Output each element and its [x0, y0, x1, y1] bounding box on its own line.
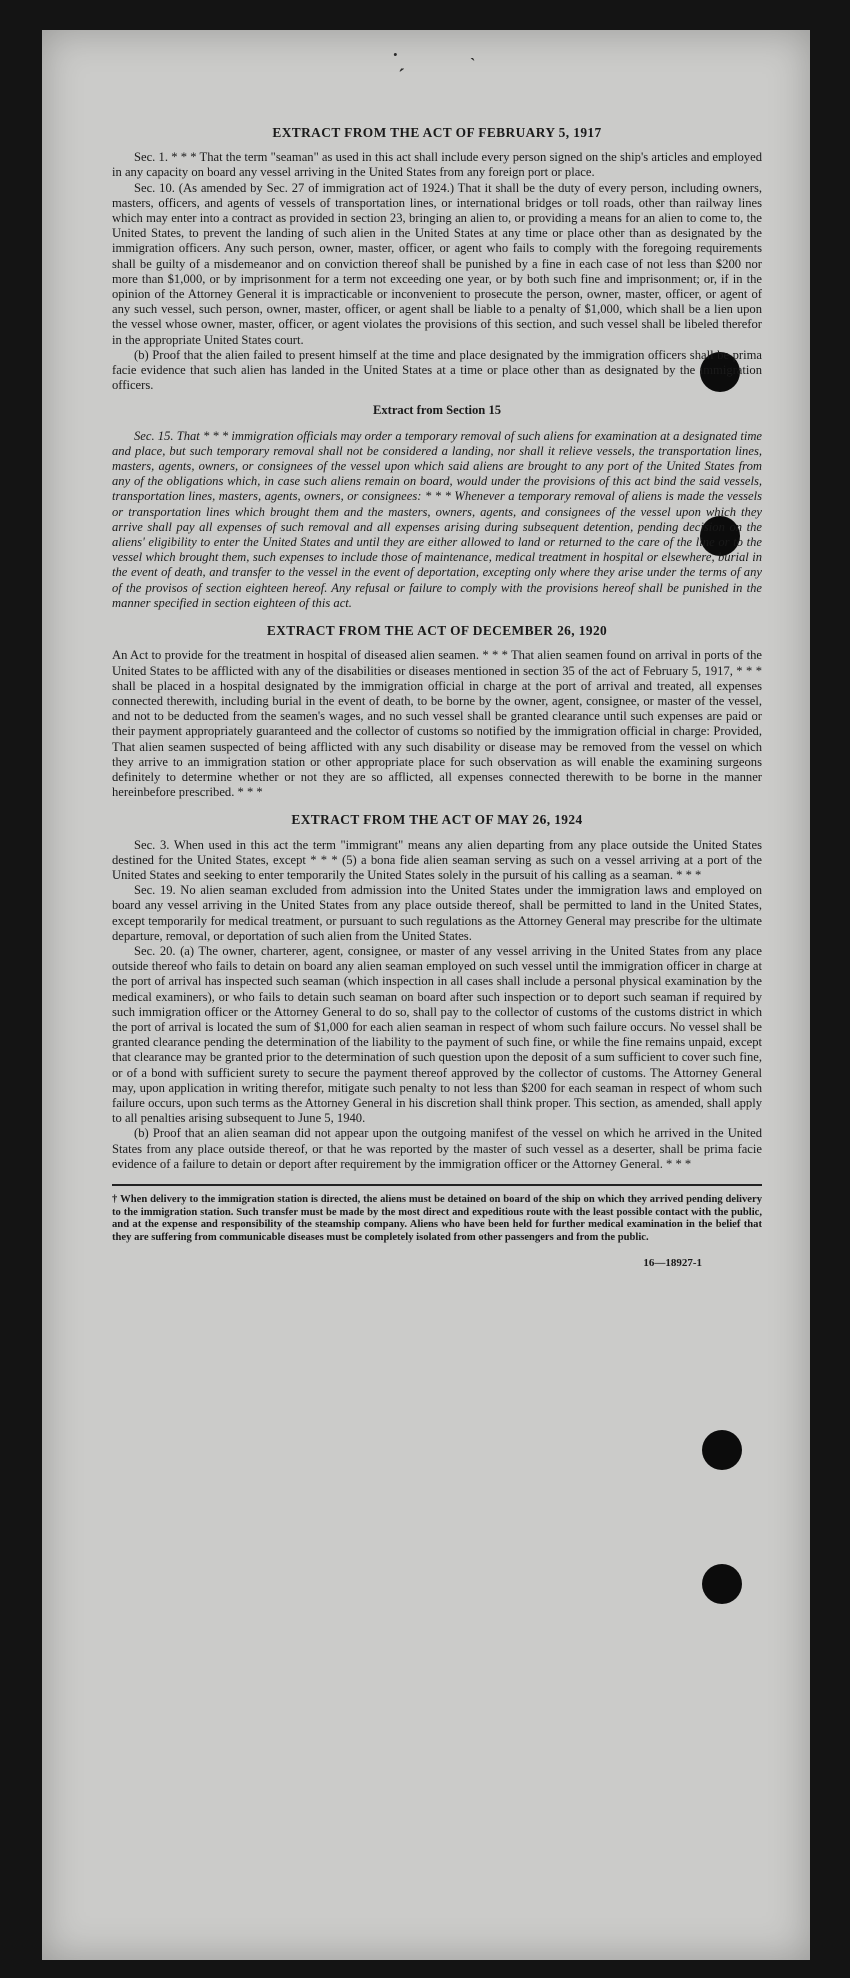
footnote: † When delivery to the immigration station is directed, the aliens must be detained on board of the ship on which they arrived pending delivery to the immigration station. Such transfer must be made by the most direct and expeditious route with the least possible contact with the public, and at the expense and responsibility of the steamship company. Aliens who have been held for further medical examination in the belief that they are suffering from communicable diseases must be completely isolated from other passengers and from the public. [112, 1184, 762, 1244]
paragraph-sec-1: Sec. 1. * * * That the term "seaman" as used in this act shall include every person signed on the ship's articles and employed in any capacity on board any vessel arriving in the United States from any foreign port or place. [112, 150, 762, 180]
paragraph-sec-20-a: Sec. 20. (a) The owner, charterer, agent, consignee, or master of any vessel arriving in the United States from any place outside thereof who fails to detain on board any alien seaman employed on such vessel until the immigration officer in charge at the port of arrival has inspected such seaman (which inspection in all cases shall include a personal physical examination by the medical examiners), or who fails to detain such seaman on board after such inspection or to deport such seaman if required by such immigration officer or the Attorney General to do so, shall pay to the collector of customs of the customs district in which the port of arrival is located the sum of $1,000 for each alien seaman in respect of whom such failure occurs. No vessel shall be granted clearance pending the determination of the liability to the payment of such fine, or while the fine remains unpaid, except that clearance may be granted prior to the determination of such question upon the deposit of a sum sufficient to cover such fine, or of a bond with sufficient surety to secure the payment thereof approved by the collector of customs. The Attorney General may, upon application in writing therefor, mitigate such penalty to not less than $200 for each seaman in respect of whom such failure occurs, upon such terms as the Attorney General in his discretion shall think proper. This section, as amended, shall apply to all penalties arising subsequent to June 5, 1940. [112, 943, 762, 1126]
subheading-section-15: Extract from Section 15 [372, 403, 502, 418]
paragraph-sec-10-b: (b) Proof that the alien failed to present himself at the time and place designated by the immigration officers shall be prima facie evidence that such alien has landed in the United States at a time or place other than as designated by the immigration officers. [112, 347, 762, 393]
punch-hole [702, 1430, 742, 1470]
paragraph-sec-19: Sec. 19. No alien seaman excluded from admission into the United States under the immigration laws and employed on board any vessel arriving in the United States from any place outside thereof, shall be permitted to land in the United States, except temporarily for medical treatment, or pursuant to such regulations as the Attorney General may prescribe for the ultimate departure, removal, or deportation of such alien from the United States. [112, 883, 762, 943]
section-heading-1917: EXTRACT FROM THE ACT OF FEBRUARY 5, 1917 [272, 125, 602, 140]
section-heading-1920: EXTRACT FROM THE ACT OF DECEMBER 26, 1920 [266, 623, 608, 639]
section-heading-1924: EXTRACT FROM THE ACT OF MAY 26, 1924 [291, 812, 583, 828]
punch-hole [702, 1564, 742, 1604]
paragraph-sec-3: Sec. 3. When used in this act the term "immigrant" means any alien departing from any place outside the United States destined for the United States, except * * * (5) a bona fide alien seaman serving as such on a vessel arriving at a port of the United States and seeking to enter temporarily the United States solely in the pursuit of his calling as a seaman. * * * [112, 837, 762, 882]
form-number: 16—18927-1 [643, 1257, 702, 1270]
paragraph-sec-15: Sec. 15. That * * * immigration officials may order a temporary removal of such aliens for examination at a designated time and place, but such temporary removal shall not be considered a landing, nor shall it relieve vessels, the transportation lines, masters, agents, owners, or consignees of the vessel upon which said aliens are brought to any port of the United States from any of the obligations which, in case such aliens remain on board, would under the provisions of this act bind the said vessels, transportation lines, masters, agents, owners, or consignees: * * * Whenever a temporary removal of aliens is made the vessels or transportation lines which brought them and the masters, owners, agents, and consignees of the vessel upon which they arrive shall pay all expenses of such removal and all expenses arising during subsequent detention, pending decision on the aliens' eligibility to enter the United States and until they are either allowed to land or returned to the care of the line or to the vessel which brought them, such expenses to include those of maintenance, medical treatment in hospital or elsewhere, burial in the event of death, and transfer to the vessel in the event of deportation, excepting only where they arise under the terms of any of the provisos of section eighteen hereof. Any refusal or failure to comply with the provisions hereof shall be punished in the manner specified in section eighteen of this act. [112, 428, 762, 610]
paragraph-sec-10: Sec. 10. (As amended by Sec. 27 of immigration act of 1924.) That it shall be the duty of every person, including owners, masters, officers, and agents of vessels of transportation lines, or international bridges or toll roads, other than railway lines which may enter into a contract as provided in section 23, bringing an alien to, or providing a means for an alien to come to, the United States, to prevent the landing of such alien in the United States at any time or place other than as designated by the immigration officers. Any such person, owner, master, officer, or agent who fails to comply with the foregoing requirements shall be guilty of a misdemeanor and on conviction thereof shall be punished by a fine in each case of not less than $200 nor more than $1,000, or by imprisonment for a term not exceeding one year, or by both such fine and imprisonment; or, if in the opinion of the Attorney General it is impracticable or inconvenient to prosecute the person, owner, master, officer, or agent of any such vessel, such person, owner, master, officer, or agent shall be liable to a penalty of $1,000, which shall be a lien upon the vessel whose owner, master, officer, or agent violates the provisions of this section, and such vessel shall be libeled therefor in the appropriate United States court. [112, 180, 762, 347]
document-text [112, 125, 762, 1272]
ink-mark: ˎ [470, 44, 476, 61]
ink-mark: ˙ˏ [392, 50, 406, 72]
paragraph-sec-20-b: (b) Proof that an alien seaman did not appear upon the outgoing manifest of the vessel on which he arrived in the United States from any place outside thereof, or that he was reported by the master of such vessel as a deserter, shall be prima facie evidence of a failure to detain or deport after requirement by the immigration officer or the Attorney General. * * * [112, 1126, 762, 1171]
paragraph-1920-act: An Act to provide for the treatment in hospital of diseased alien seamen. * * * That alien seamen found on arrival in ports of the United States to be afflicted with any of the disabilities or diseases mentioned in section 35 of the act of February 5, 1917, * * * shall be placed in a hospital designated by the immigration official in charge at the port of arrival and treated, all expenses connected therewith, including burial in the event of death, to be borne by the owner, agent, consignee, or master of the vessel, and not to be deducted from the seamen's wages, and no such vessel shall be granted clearance until such expenses are paid or their payment appropriately guaranteed and the collector of customs so notified by the immigration official in charge: Provided, That alien seamen suspected of being afflicted with any such disability or disease may be removed from the vessel on which they arrive to an immigration station or other appropriate place for such observation as will enable the examining surgeons definitely to determine whether or not they are so afflicted, all expenses connected therewith to be borne in the manner hereinbefore prescribed. * * * [112, 648, 762, 800]
